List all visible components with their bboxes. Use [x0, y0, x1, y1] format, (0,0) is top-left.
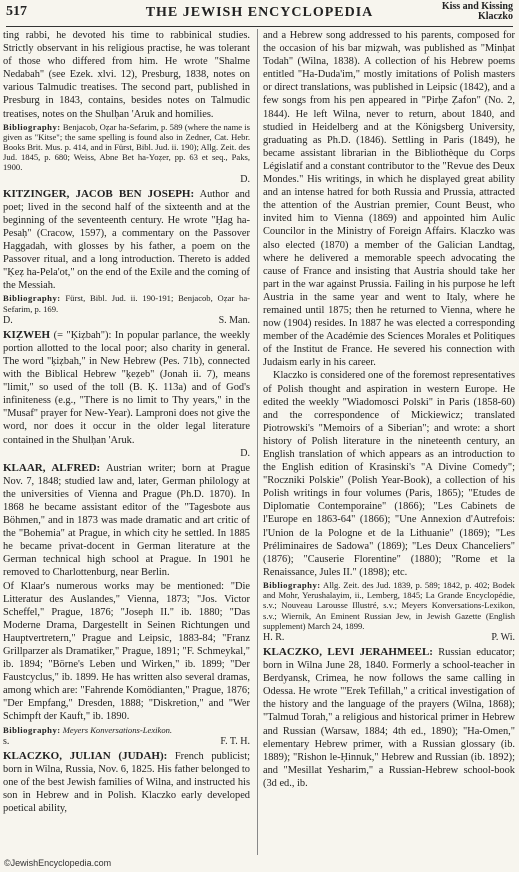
- bibliography: [263, 580, 515, 631]
- entry-text: (= "Ḳiẓbah"): In popular parlance, the weekly portion allotted to the local poor; also charity in general. The word "ḳiẓbah," in New Hebrew (Pes. 71b), connected with the Biblical Hebrew "ḳeẓeb" (Jonah ii. 7), means "limit," so used of the toll (B. Ḳ. 113a) and of God's infiniteness (e.g., "There is no limit to Thy years," in the "Musaf" prayer for New-Year). Lamproni does not give the word, nor does it occur in the older legal literature contained in the Shulḥan 'Aruk.: [3, 329, 250, 446]
- bibliography-text: Fürst, Bibl. Jud. ii. 190-191; Benjacob, Oẓar ha-Sefarim, p. 169.: [3, 293, 250, 314]
- entry-text: French publicist; born in Wilna, Russia, Nov. 6, 1825. His father belonged to one of the best Jewish families of Wilna, and instructed his son in Hebrew and in Polish. Klaczko early developed poetical ability,: [3, 750, 250, 815]
- signature-right: S. Man.: [218, 314, 250, 326]
- entry-text: Austrian writer; born at Prague Nov. 7, 1848; studied law and, later, German philology at the universities of Vienna and Prague (Ph.D. 1870). In 1868 he became assistant editor of the "Tagesbote aus Böhmen," and in 1873 was made dramatic and art critic of the "Bohemia" at Prague, in which city he settled. In 1885 he became privat-docent in German literature at the German technical high school at Prague. In 1901 he removed to Charlottenburg, near Berlin.: [3, 462, 251, 579]
- signature: [3, 174, 250, 186]
- entry: [3, 188, 250, 293]
- paragraph: Klaczko is considered one of the foremost representatives of Polish thought and aspiration in western Europe. He edited the weekly "Wiadomosci Polski" in Paris (1858-60) and the correspondence of Mickiewicz; translated Piotrowski's "Memoirs of a Siberian"; and wrote: a short history of Polish literature in the nineteenth century, an English translation of which appears as an introduction to the English edition of Krasinski's "A Divine Comedy"; "Roczniki Polskie" (Polish Year-Book), a collection of his Polish writings in four volumes (Paris, 1865); "Etudes de Diplomatie Contemporaine" (1866); "Les Cabinets de l'Europe en 1863-64" (1866); "Une Annexion d'Autrefois: l'Union de la Pologne et de la Lithuanie" (1869); "Les Préliminaires de Sadowa" (1869); "Les Deux Chanceliers" (1876); "Causerie Florentine" (1880); "Rome et la Renaissance, Jules II." (1898); etc.: [263, 370, 515, 578]
- signature: [263, 632, 515, 644]
- footer-copyright: ©JewishEncyclopedia.com: [4, 858, 112, 868]
- signature: [3, 448, 250, 460]
- paragraph: and a Hebrew song addressed to his parents, composed for the occasion of his bar miẓwah, was published as "Minḥat Todah" (Wilna, 1838). A collection of his Hebrew poems entitled "Ha-Duda'im," mostly imitations of Polish masters or direct translations, was published in Leipsic (1842), and a few songs from his pen appeared in "Pirḥe Ẓafon" (No. 2, 1844). He left Wilna, never to return, about 1840, and studied in Heidelberg and at the Königsberg University, graduating as Ph.D. (1846). Settling in Paris (1849), he became assistant librarian in the Bibliothèque du Corps Législatif and a constant contributor to the "Revue des Deux Mondes." His writings, in which he displayed great ability and an intense hatred for both Russia and Prussia, attracted the attention of the Austrian premier, Count Beust, who invited him to Vienna (1869) and appointed him Aulic Councilor in the Ministry of Foreign Affairs. Klaczko was also elected (1870) a member of the Galician Landtag, where he delivered a memorable speech advocating the cause of France and insisting that Austria should take her part in the war against Prussia. Failing in his purpose he left Austria in the same year and went to Italy, where he remained until 1875; then he returned to Vienna, where he now (1904) resides. In 1887 he was elected a corresponding member of the Académie des Sciences Morales et Politiques of the Institut de France. He severed his connection with Judaism early in his career.: [263, 30, 515, 369]
- entry: [3, 750, 250, 815]
- entry-text: Russian educator; born in Wilna June 28, 1840. Formerly a school-teacher in Berdyansk, Crimea, he now follows the same calling in Odessa. He wrote "'Erek Tefillah," a critical investigation of the history and the language of the prayers (Wilna, 1868); "Talmud Torah," a religious and historical primer in Hebrew and Russian (Warsaw, 1884; 4th ed., 1890); "Ha-Omen," elementary Hebrew primer, with a Russian glossary (ib. 1889); "Rishon le-Ḥinnuk," Hebrew and Russian (ib. 1892); and "Mesillat Yesharim," a Russian-Hebrew school-book (3d ed., ib.: [263, 646, 515, 789]
- range-top: Kiss and Kissing: [441, 1, 513, 12]
- bibliography-label: Bibliography:: [3, 724, 61, 735]
- bibliography: [3, 122, 250, 173]
- running-title: THE JEWISH ENCYCLOPEDIA: [145, 5, 374, 20]
- page-header: [6, 2, 513, 27]
- bibliography-label: Bibliography:: [263, 579, 321, 590]
- entry-heading: KLAAR, ALFRED:: [3, 461, 101, 474]
- entry: [3, 329, 250, 447]
- bibliography-label: Bibliography:: [3, 293, 61, 304]
- paragraph: ting rabbi, he devoted his time to rabbinical studies. Strictly observant in his religious practise, he was tolerant of those who differed from him. He wrote "Shalme Nedabah" (see Ezek. xlvi. 12), Presburg, 1838, notes on various Talmudic treatises. The second part, published in Presburg in 1843, contains, besides notes on Talmudic treatises, notes on the Shulḥan 'Aruk and homilies.: [3, 30, 250, 120]
- bibliography-text: Benjacob, Oẓar ha-Sefarim, p. 589 (where the name is given as "Kitse"; the same spelling is found also in Zedner, Cat. Hebr. Books Brit. Mus. p. 414, and in Fürst, Bibl. Jud. ii. 190); Allg. Zeit. des Jud. 1845, p. 680; Weiss, Abne Bet ha-Yoẓer, pp. 63 et seq., Paks, 1900.: [3, 121, 251, 173]
- column-divider: [257, 29, 258, 855]
- signature: [3, 736, 250, 748]
- paragraph: Of Klaar's numerous works may be mentioned: "Die Litteratur des Auslandes," Vienna, 1873; "Jos. Victor Scheffel," Prague, 1876; "Joseph II." ib. 1880; "Das Moderne Drama, Dargestellt in Seinen Richtungen und Hauptvertretern," Prague and Leipsic, 1883-84; "Franz Grillparzer als Dramatiker," Prague, 1891; "F. Schmeykal," ib. 1894; "Börne's Leben und Wirken," ib. 1899; "Der Faustcyclus," ib. 1899. He has written also several dramas, among which are: "Fahrende Komödianten," Prague, 1876; "Der Empfang," Dresden, 1888; "Diskretion," and "Wer Schimpft der Kauft," ib. 1890.: [3, 580, 250, 723]
- signature-left: H. R.: [263, 631, 285, 643]
- bibliography: [3, 725, 250, 735]
- entry-text: Author and poet; lived in the second half of the sixteenth and at the beginning of the seventeenth century. He wrote "Ḥag ha-Pesaḥ" (Cracow, 1597), a commentary on the Passover Haggadah, with glosses by his father, a poem on the Passover ritual, and a long introduction. Thereto is added "Ḳeẓ ha-Pela'ot," on the end of the Exile and the coming of the Messiah.: [3, 188, 251, 292]
- entry-heading: KLACZKO, JULIAN (JUDAH):: [3, 749, 168, 762]
- range-bottom: Klaczko: [478, 11, 513, 22]
- bibliography: [3, 293, 250, 313]
- entry-heading: KITZINGER, JACOB BEN JOSEPH:: [3, 187, 195, 200]
- signature-right: D.: [240, 173, 250, 185]
- entry: [3, 462, 250, 580]
- bibliography-text: Allg. Zeit. des Jud. 1839, p. 589; 1842, p. 402; Bodek and Mohr, Yerushalayim, ii., Lemberg, 1845; La Grande Encyclopédie, s.v.; Nouveau Larousse Illustré, s.v.; Meyers Konversations-Lexikon, s.v.; Wiernik, An Eminent Russian Jew, in Jewish Gazette (English supplement) March 24, 1899.: [263, 579, 515, 631]
- entry-heading: KIẒWEH: [3, 328, 51, 341]
- column-right: [263, 29, 515, 790]
- signature: [3, 315, 250, 327]
- entry: [263, 646, 515, 790]
- signature-left: s.: [3, 735, 10, 747]
- column-left: [3, 29, 250, 815]
- bibliography-label: Bibliography:: [3, 121, 61, 132]
- bibliography-text: Meyers Konversations-Lexikon.: [62, 724, 173, 735]
- signature-right: F. T. H.: [220, 735, 250, 747]
- signature-left: D.: [3, 314, 13, 326]
- page-range: [442, 2, 513, 22]
- page-number: 517: [6, 4, 27, 19]
- entry-heading: KLACZKO, LEVI JERAHMEEL:: [263, 645, 433, 658]
- signature-right: P. Wi.: [491, 631, 515, 643]
- signature-right: D.: [240, 447, 250, 459]
